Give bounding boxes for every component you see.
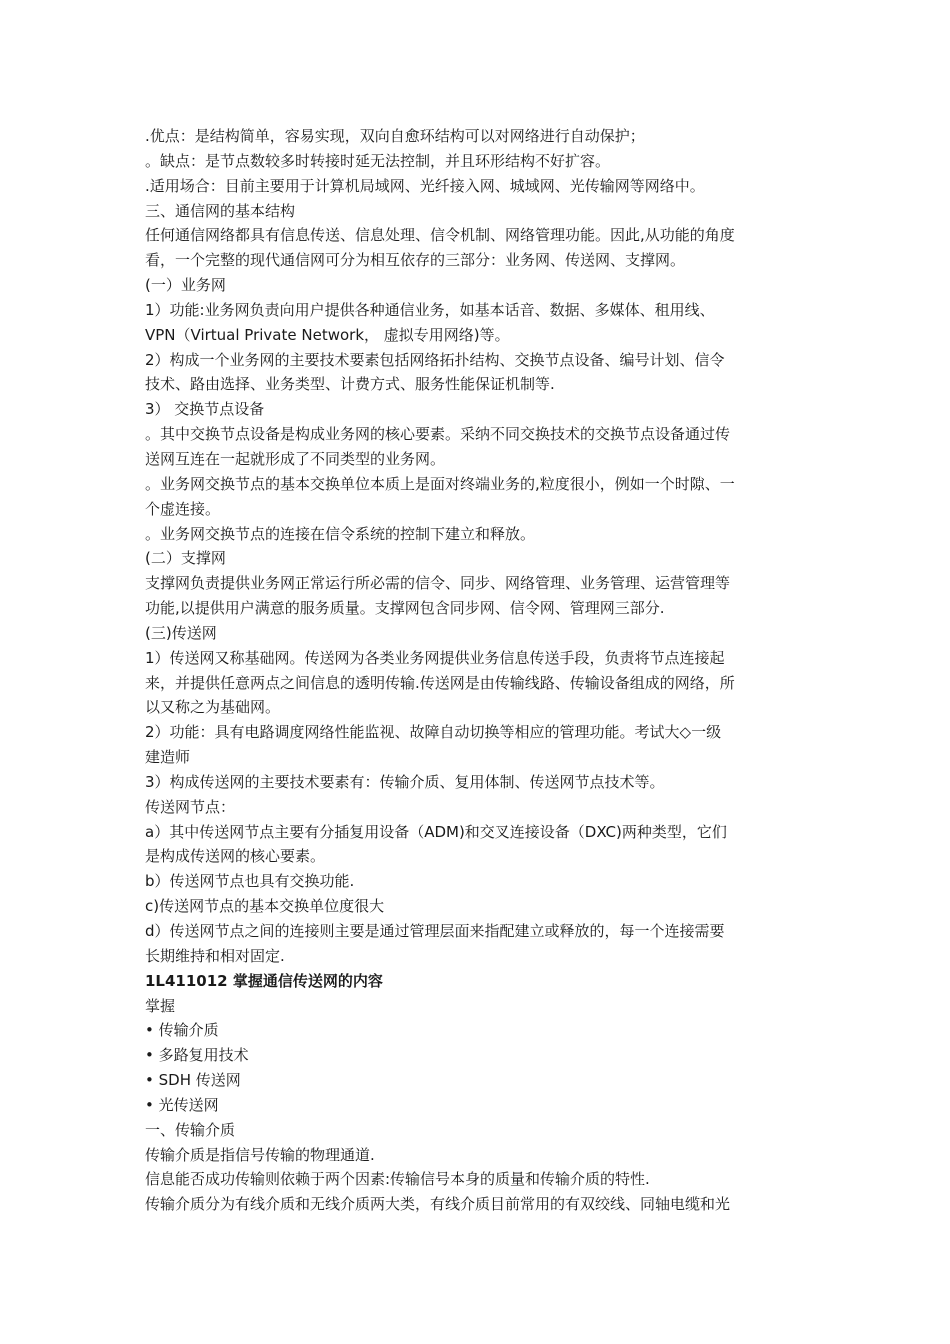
text-line: 以又称之为基础网。 [145,698,281,717]
text-line: .优点：是结构简单，容易实现，双向自愈环结构可以对网络进行自动保护； [145,127,645,145]
text-line: 长期维持和相对固定. [145,946,285,965]
text-line: 是构成传送网的核心要素。 [145,847,326,866]
text-line: 1）传送网又称基础网。传送网为各类业务网提供业务信息传送手段，负责将节点连接起 [145,648,725,667]
text-line: 看，一个完整的现代通信网可分为相互依存的三部分：业务网、传送网、支撑网。 [145,251,686,270]
text-line: a）其中传送网节点主要有分插复用设备（ADM)和交叉连接设备（DXC)两种类型，它们 [145,822,727,841]
text-line: 三、通信网的基本结构 [145,201,296,220]
text-line: 信息能否成功传输则依赖于两个因素:传输信号本身的质量和传输介质的特性. [145,1170,650,1189]
text-line: 一、传输介质 [145,1120,236,1139]
text-line: 3）构成传送网的主要技术要素有：传输介质、复用体制、传送网节点技术等。 [145,772,665,791]
text-line: • 光传送网 [145,1095,219,1114]
text-line: 传输介质是指信号传输的物理通道. [145,1145,375,1164]
text-line: d）传送网节点之间的连接则主要是通过管理层面来指配建立或释放的，每一个连接需要 [145,922,725,940]
text-line: (三)传送网 [145,623,217,642]
text-line: 3） 交换节点设备 [145,400,265,419]
text-line: c)传送网节点的基本交换单位度很大 [145,897,385,916]
text-line: 。缺点：是节点数较多时转接时延无法控制，并且环形结构不好扩容。 [145,151,611,170]
text-line: 功能,以提供用户满意的服务质量。支撑网包含同步网、信令网、管理网三部分. [145,599,665,618]
text-line: b）传送网节点也具有交换功能. [145,872,355,891]
text-line: VPN（Virtual Private Network， 虚拟专用网络)等。 [145,325,510,344]
text-line: 。业务网交换节点的连接在信令系统的控制下建立和释放。 [145,524,536,543]
text-line: • 多路复用技术 [145,1046,249,1065]
text-line: 任何通信网络都具有信息传送、信息处理、信令机制、网络管理功能。因此,从功能的角度 [145,226,735,245]
text-line: 1）功能:业务网负责向用户提供各种通信业务，如基本话音、数据、多媒体、租用线、 [145,300,715,319]
text-line: 个虚连接。 [145,499,221,518]
text-line: 。业务网交换节点的基本交换单位本质上是面对终端业务的,粒度很小，例如一个时隙、一 [145,474,735,493]
text-line: 传送网节点： [145,797,236,816]
text-line: • SDH 传送网 [145,1071,241,1090]
text-line: 2）构成一个业务网的主要技术要素包括网络拓扑结构、交换节点设备、编号计划、信令 [145,350,725,369]
text-line: 掌握 [145,996,176,1015]
section-heading: 1L411012 掌握通信传送网的内容 [145,971,383,990]
text-line: (一）业务网 [145,276,226,295]
text-line: 。其中交换节点设备是构成业务网的核心要素。采纳不同交换技术的交换节点设备通过传 [145,425,731,444]
text-line: 送网互连在一起就形成了不同类型的业务网。 [145,449,446,468]
text-line: 传输介质分为有线介质和无线介质两大类，有线介质目前常用的有双绞线、同轴电缆和光 [145,1195,731,1214]
document-body [145,124,825,1217]
text-line: .适用场合：目前主要用于计算机局域网、光纤接入网、城域网、光传输网等网络中。 [145,176,705,195]
text-line: • 传输介质 [145,1021,219,1040]
text-line: 建造师 [145,748,191,767]
text-line: 来，并提供任意两点之间信息的透明传输.传送网是由传输线路、传输设备组成的网络，所 [145,673,735,692]
text-line: 2）功能：具有电路调度网络性能监视、故障自动切换等相应的管理功能。考试大◇一级 [145,723,722,742]
text-line: (二）支撑网 [145,549,226,568]
text-line: 技术、路由选择、业务类型、计费方式、服务性能保证机制等. [145,375,555,394]
text-line: 支撑网负责提供业务网正常运行所必需的信令、同步、网络管理、业务管理、运营管理等 [145,574,731,593]
